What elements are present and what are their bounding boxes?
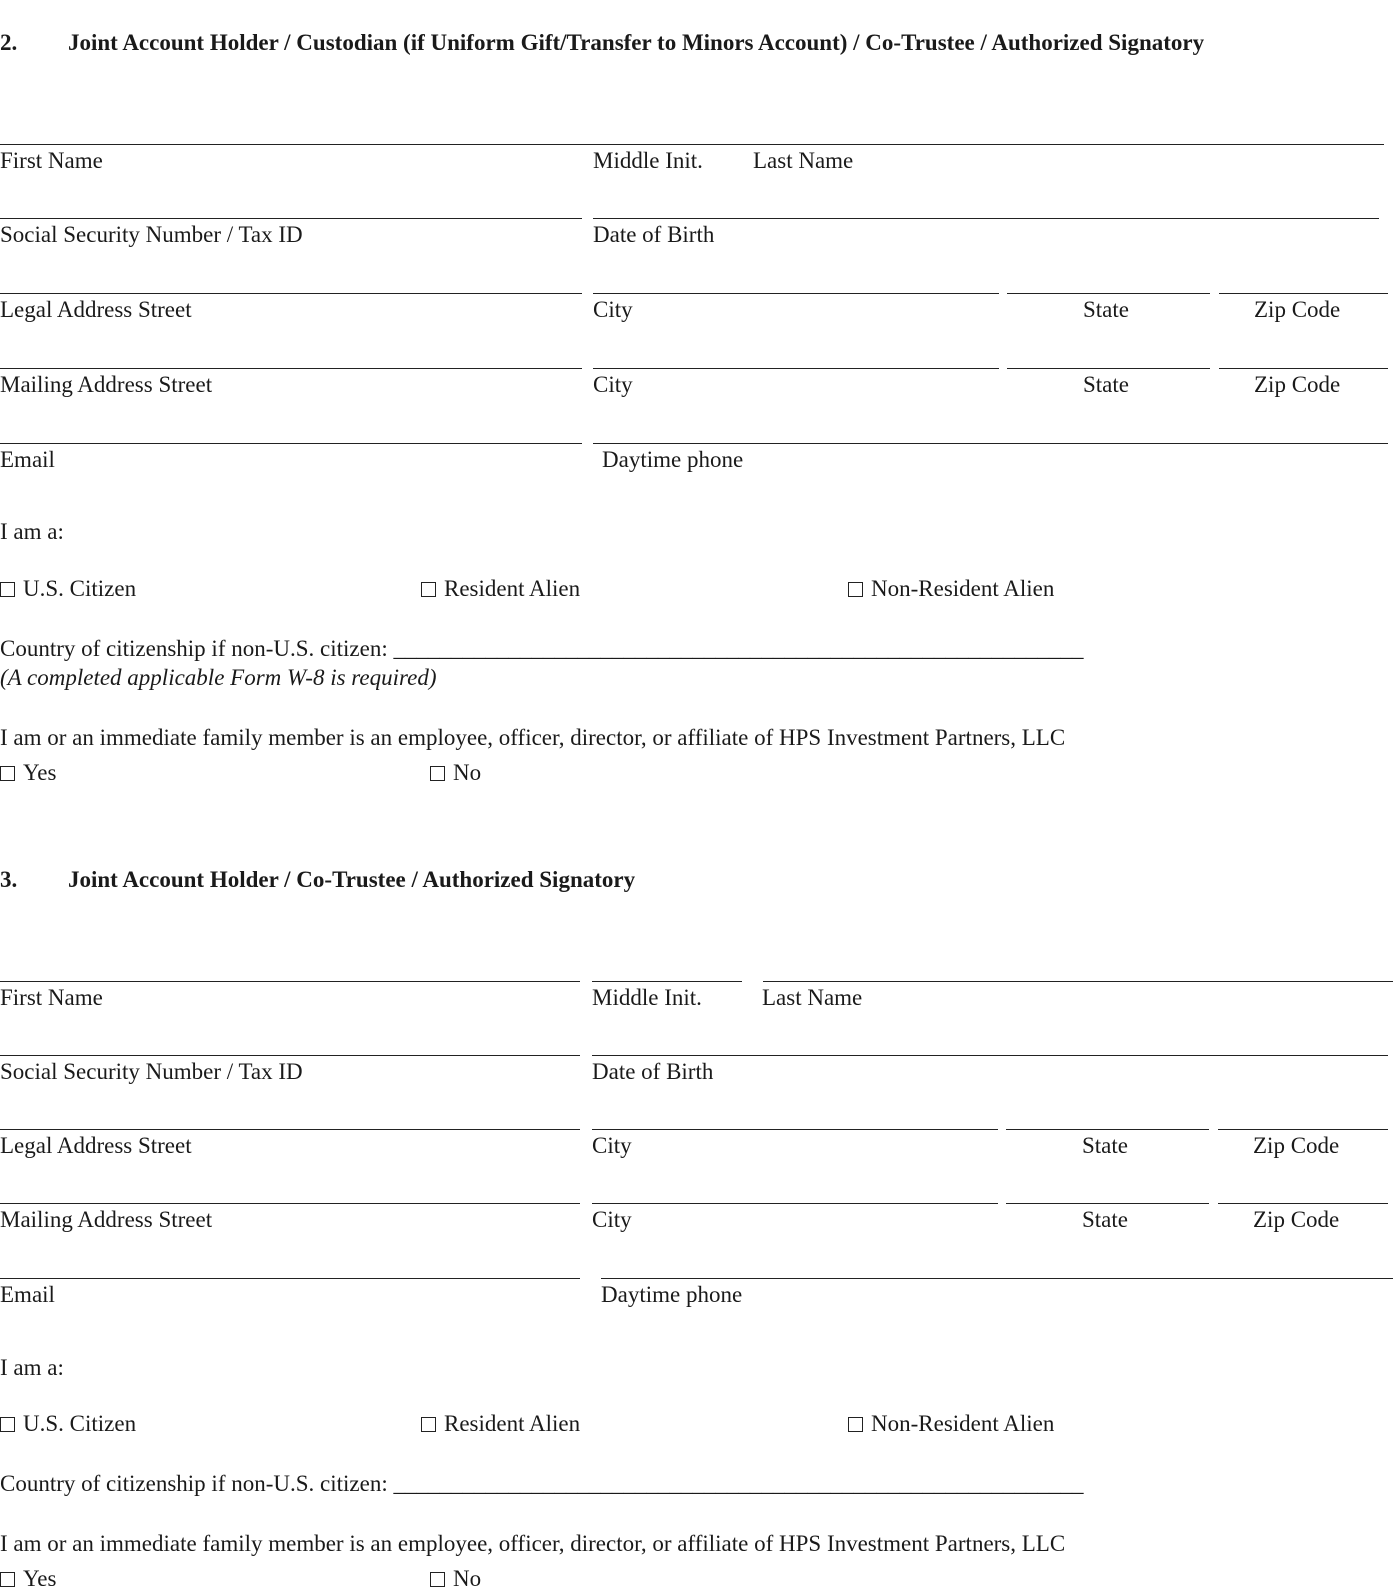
- legal-street-field[interactable]: [0, 293, 582, 294]
- mailing-street-field[interactable]: [0, 1203, 580, 1204]
- us-citizen-option[interactable]: U.S. Citizen: [0, 1411, 136, 1437]
- checkbox-icon[interactable]: [0, 766, 15, 781]
- country-field[interactable]: ____________________________________________________________: [393, 1471, 1084, 1496]
- email-label: Email: [0, 1282, 55, 1307]
- checkbox-icon[interactable]: [430, 1572, 445, 1587]
- checkbox-icon[interactable]: [421, 582, 436, 597]
- email-field[interactable]: [0, 443, 582, 444]
- affiliate-no-option[interactable]: No: [430, 760, 481, 786]
- country-label: Country of citizenship if non-U.S. citizen:: [0, 1471, 388, 1496]
- legal-state-label: State: [1083, 297, 1129, 322]
- checkbox-icon[interactable]: [421, 1417, 436, 1432]
- affiliate-question: I am or an immediate family member is an employee, officer, director, or affiliate of HPS Investment Partners, LLC: [0, 1531, 1066, 1556]
- legal-street-field[interactable]: [0, 1129, 580, 1130]
- us-citizen-option[interactable]: U.S. Citizen: [0, 576, 136, 602]
- dob-label: Date of Birth: [592, 1059, 714, 1084]
- section-2-number: 2.: [0, 30, 18, 55]
- mailing-state-field[interactable]: [1007, 368, 1210, 369]
- dob-field[interactable]: [592, 1055, 1388, 1056]
- section-3-number: 3.: [0, 867, 18, 892]
- ssn-field[interactable]: [0, 1055, 580, 1056]
- affiliate-yes-option[interactable]: Yes: [0, 760, 56, 786]
- legal-city-label: City: [593, 297, 633, 322]
- non-resident-alien-option[interactable]: Non-Resident Alien: [848, 576, 1054, 602]
- resident-alien-option[interactable]: Resident Alien: [421, 1411, 580, 1437]
- section-2-title: Joint Account Holder / Custodian (if Uniform Gift/Transfer to Minors Account) / Co-Trustee / Authorized Signatory: [68, 30, 1205, 55]
- checkbox-icon[interactable]: [0, 582, 15, 597]
- legal-city-field[interactable]: [592, 1129, 998, 1130]
- dob-label: Date of Birth: [593, 222, 715, 247]
- mailing-zip-label: Zip Code: [1254, 372, 1341, 397]
- checkbox-icon[interactable]: [430, 766, 445, 781]
- legal-state-field[interactable]: [1006, 1129, 1209, 1130]
- mailing-street-field[interactable]: [0, 368, 582, 369]
- last-name-label: Last Name: [753, 148, 854, 173]
- affiliate-no-option[interactable]: No: [430, 1566, 481, 1592]
- mailing-state-label: State: [1082, 1207, 1128, 1232]
- middle-init-label: Middle Init.: [593, 148, 703, 173]
- mailing-street-label: Mailing Address Street: [0, 1207, 213, 1232]
- first-name-label: First Name: [0, 148, 103, 173]
- phone-field[interactable]: [601, 1278, 1393, 1279]
- dob-field[interactable]: [593, 218, 1379, 219]
- resident-alien-option[interactable]: Resident Alien: [421, 576, 580, 602]
- phone-field[interactable]: [593, 443, 1388, 444]
- checkbox-icon[interactable]: [848, 1417, 863, 1432]
- mailing-zip-label: Zip Code: [1253, 1207, 1340, 1232]
- mailing-city-field[interactable]: [592, 1203, 998, 1204]
- legal-state-label: State: [1082, 1133, 1128, 1158]
- ssn-label: Social Security Number / Tax ID: [0, 1059, 303, 1084]
- legal-city-field[interactable]: [593, 293, 999, 294]
- mailing-city-label: City: [592, 1207, 632, 1232]
- checkbox-icon[interactable]: [848, 582, 863, 597]
- legal-zip-label: Zip Code: [1253, 1133, 1340, 1158]
- country-row: [0, 1471, 1083, 1497]
- legal-street-label: Legal Address Street: [0, 1133, 192, 1158]
- legal-zip-label: Zip Code: [1254, 297, 1341, 322]
- last-name-label: Last Name: [762, 985, 863, 1010]
- country-field[interactable]: ____________________________________________________________: [393, 636, 1084, 661]
- last-name-field[interactable]: [763, 981, 1393, 982]
- mailing-street-label: Mailing Address Street: [0, 372, 213, 397]
- mailing-city-label: City: [593, 372, 633, 397]
- country-row: [0, 636, 1083, 662]
- mailing-state-field[interactable]: [1006, 1203, 1209, 1204]
- affiliate-yes-option[interactable]: Yes: [0, 1566, 56, 1592]
- legal-zip-field[interactable]: [1219, 293, 1388, 294]
- mailing-city-field[interactable]: [593, 368, 999, 369]
- country-label: Country of citizenship if non-U.S. citizen:: [0, 636, 388, 661]
- legal-zip-field[interactable]: [1218, 1129, 1388, 1130]
- mailing-state-label: State: [1083, 372, 1129, 397]
- middle-init-label: Middle Init.: [592, 985, 702, 1010]
- ssn-label: Social Security Number / Tax ID: [0, 222, 303, 247]
- w8-note: (A completed applicable Form W-8 is required): [0, 665, 437, 690]
- full-name-field[interactable]: [0, 144, 1384, 145]
- section-3-title: Joint Account Holder / Co-Trustee / Authorized Signatory: [68, 867, 636, 892]
- email-field[interactable]: [0, 1278, 580, 1279]
- checkbox-icon[interactable]: [0, 1417, 15, 1432]
- checkbox-icon[interactable]: [0, 1572, 15, 1587]
- affiliate-question: I am or an immediate family member is an employee, officer, director, or affiliate of HPS Investment Partners, LLC: [0, 725, 1066, 750]
- first-name-label: First Name: [0, 985, 103, 1010]
- email-label: Email: [0, 447, 55, 472]
- non-resident-alien-option[interactable]: Non-Resident Alien: [848, 1411, 1054, 1437]
- i-am-a-label: I am a:: [0, 1355, 64, 1380]
- i-am-a-label: I am a:: [0, 519, 64, 544]
- mailing-zip-field[interactable]: [1219, 368, 1388, 369]
- legal-state-field[interactable]: [1007, 293, 1210, 294]
- legal-street-label: Legal Address Street: [0, 297, 192, 322]
- ssn-field[interactable]: [0, 218, 582, 219]
- phone-label: Daytime phone: [601, 1282, 743, 1307]
- middle-init-field[interactable]: [592, 981, 742, 982]
- legal-city-label: City: [592, 1133, 632, 1158]
- first-name-field[interactable]: [0, 981, 580, 982]
- phone-label: Daytime phone: [602, 447, 744, 472]
- mailing-zip-field[interactable]: [1218, 1203, 1388, 1204]
